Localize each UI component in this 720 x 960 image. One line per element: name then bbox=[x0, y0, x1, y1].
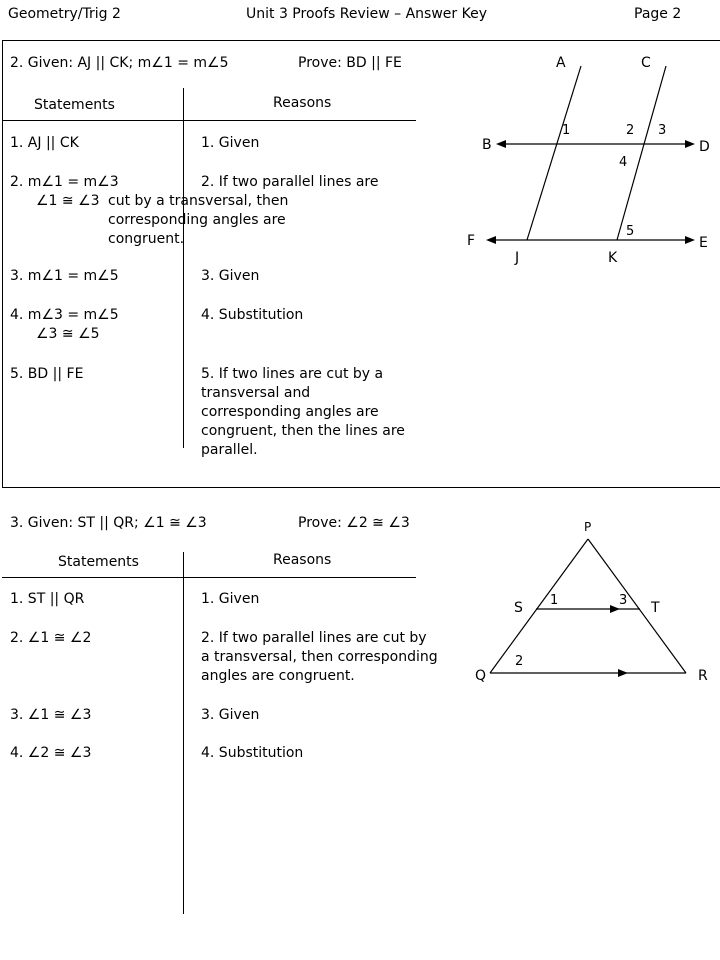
label-C: C bbox=[641, 55, 651, 71]
problem3-diagram bbox=[0, 500, 720, 700]
label-E: E bbox=[699, 235, 708, 251]
problem2-statement-5: 5. BD || FE bbox=[10, 366, 84, 382]
header-page: Page 2 bbox=[634, 6, 682, 22]
label-B: B bbox=[482, 137, 492, 153]
problem3-statement-2: 2. ∠1 ≅ ∠2 bbox=[10, 630, 92, 646]
header-course: Geometry/Trig 2 bbox=[8, 6, 121, 22]
problem3-prove: Prove: ∠2 ≅ ∠3 bbox=[298, 515, 410, 531]
problem2-reason-2b: cut by a transversal, then bbox=[108, 193, 289, 209]
problem2-prove: Prove: BD || FE bbox=[298, 55, 402, 71]
label-D: D bbox=[699, 139, 710, 155]
problem2-statement-4: 4. m∠3 = m∠5 bbox=[10, 307, 119, 323]
problem2-statement-2b: ∠1 ≅ ∠3 bbox=[36, 193, 100, 209]
problem3-reason-4: 4. Substitution bbox=[201, 745, 304, 761]
line-AJ bbox=[527, 66, 581, 240]
problem3-reason-1: 1. Given bbox=[201, 591, 260, 607]
angle-label-2: 2 bbox=[515, 654, 524, 669]
problem2-reason-5a: 5. If two lines are cut by a bbox=[201, 366, 384, 382]
problem2-statement-4b: ∠3 ≅ ∠5 bbox=[36, 326, 100, 342]
problem2-reason-1: 1. Given bbox=[201, 135, 260, 151]
problem2-given: 2. Given: AJ || CK; m∠1 = m∠5 bbox=[10, 55, 229, 71]
problem3-statement-1: 1. ST || QR bbox=[10, 591, 85, 607]
angle-label-4: 4 bbox=[619, 155, 628, 170]
problem3-reason-2a: 2. If two parallel lines are cut by bbox=[201, 630, 427, 646]
problem3-statement-4: 4. ∠2 ≅ ∠3 bbox=[10, 745, 92, 761]
problem2-statement-3: 3. m∠1 = m∠5 bbox=[10, 268, 119, 284]
arrow-D bbox=[685, 140, 695, 148]
problem3-statement-3: 3. ∠1 ≅ ∠3 bbox=[10, 707, 92, 723]
side-PR bbox=[588, 539, 686, 673]
problem2-reason-5c: corresponding angles are bbox=[201, 404, 379, 420]
problem2-reasons-header: Reasons bbox=[273, 95, 332, 111]
label-T: T bbox=[651, 600, 660, 616]
problem2-reason-5e: parallel. bbox=[201, 442, 258, 458]
problem3-given: 3. Given: ST || QR; ∠1 ≅ ∠3 bbox=[10, 515, 207, 531]
arrow-F bbox=[486, 236, 496, 244]
label-K: K bbox=[608, 250, 618, 266]
angle-label-5: 5 bbox=[626, 224, 635, 239]
problem3-reason-3: 3. Given bbox=[201, 707, 260, 723]
problem2-reason-2a: 2. If two parallel lines are bbox=[201, 174, 379, 190]
label-F: F bbox=[467, 233, 476, 249]
angle-label-1: 1 bbox=[562, 123, 571, 138]
problem3-reason-2b: a transversal, then corresponding bbox=[201, 649, 438, 665]
header-title: Unit 3 Proofs Review – Answer Key bbox=[246, 6, 488, 22]
problem2-reason-4: 4. Substitution bbox=[201, 307, 304, 323]
label-Q: Q bbox=[475, 668, 487, 684]
angle-label-2: 2 bbox=[626, 123, 635, 138]
label-J: J bbox=[515, 250, 520, 266]
problem3-reasons-header: Reasons bbox=[273, 552, 332, 568]
problem2-reason-2d: congruent. bbox=[108, 231, 185, 247]
problem2-reason-3: 3. Given bbox=[201, 268, 260, 284]
problem3-statements-header: Statements bbox=[58, 554, 139, 570]
label-A: A bbox=[556, 55, 566, 71]
angle-label-1: 1 bbox=[550, 593, 559, 608]
arrow-E bbox=[685, 236, 695, 244]
arrow-B bbox=[496, 140, 506, 148]
line-CK bbox=[617, 66, 666, 240]
label-R: R bbox=[698, 668, 708, 684]
problem2-reason-2c: corresponding angles are bbox=[108, 212, 286, 228]
side-PQ bbox=[490, 539, 588, 673]
problem2-reason-5b: transversal and bbox=[201, 385, 311, 401]
label-P: P bbox=[584, 520, 592, 534]
angle-label-3: 3 bbox=[658, 123, 667, 138]
problem2-statement-1: 1. AJ || CK bbox=[10, 135, 79, 151]
problem2-statement-2: 2. m∠1 = m∠3 bbox=[10, 174, 119, 190]
arrow-QR bbox=[618, 669, 628, 677]
problem3-reason-2c: angles are congruent. bbox=[201, 668, 355, 684]
angle-label-3: 3 bbox=[619, 593, 628, 608]
label-S: S bbox=[514, 600, 523, 616]
problem2-statements-header: Statements bbox=[34, 97, 115, 113]
problem2-reason-5d: congruent, then the lines are bbox=[201, 423, 405, 439]
